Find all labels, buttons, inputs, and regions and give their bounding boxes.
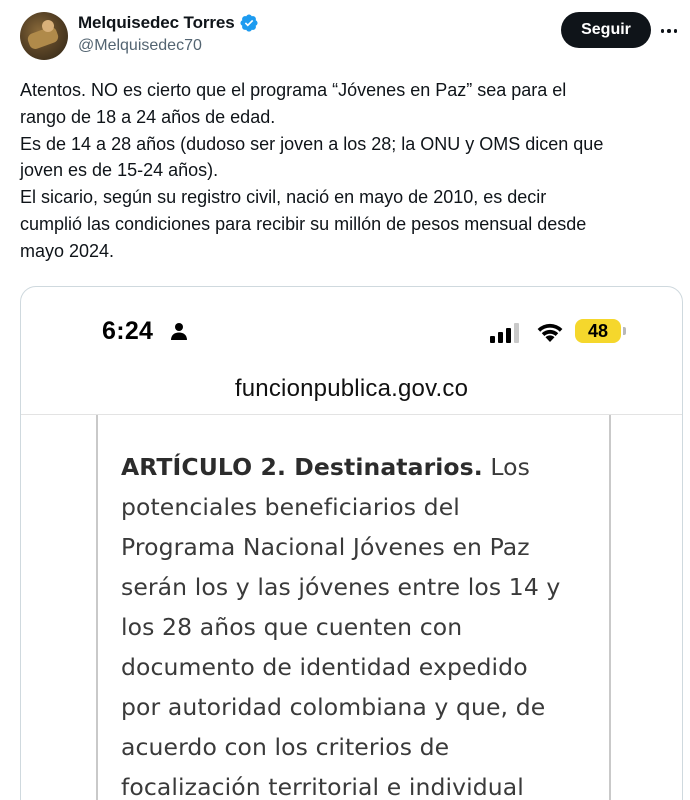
author-display-name[interactable]: Melquisedec Torres xyxy=(78,13,235,32)
tweet-line: Atentos. NO es cierto que el programa “Jóvenes en Paz” sea para el xyxy=(20,80,567,100)
tweet-header xyxy=(20,12,680,62)
article-line: Los xyxy=(482,453,530,481)
article-line: Programa Nacional Jóvenes en Paz xyxy=(121,533,530,561)
tweet-line: cumplió las condiciones para recibir su millón de pesos mensual desde xyxy=(20,213,587,234)
cellular-signal-icon xyxy=(490,323,522,343)
article-line: serán los y las jóvenes entre los 14 y xyxy=(121,573,561,601)
avatar[interactable] xyxy=(20,12,68,60)
article-line: potenciales beneficiarios del xyxy=(121,493,460,521)
tweet-line: mayo 2024. xyxy=(20,240,115,261)
battery-indicator: 48 xyxy=(575,319,621,343)
browser-url: funcionpublica.gov.co xyxy=(234,375,469,402)
tweet-text xyxy=(20,77,675,265)
author-handle[interactable]: @Melquisedec70 xyxy=(78,37,202,54)
tweet-media-image[interactable] xyxy=(20,286,683,800)
follow-button[interactable]: Seguir xyxy=(561,12,651,48)
status-time: 6:24 xyxy=(102,317,154,345)
article-line: focalización territorial e individual xyxy=(121,773,524,800)
article-heading: ARTÍCULO 2. Destinatarios. xyxy=(121,453,483,481)
tweet-line: joven es de 15-24 años). xyxy=(20,160,219,181)
wifi-icon xyxy=(534,319,566,343)
article-line-first xyxy=(121,447,601,487)
battery-tip xyxy=(623,327,626,335)
phone-status-bar xyxy=(21,287,682,377)
article-line: los 28 años que cuenten con xyxy=(121,613,463,641)
tweet-line: Es de 14 a 28 años (dudoso ser joven a los 28; la ONU y OMS dicen que xyxy=(20,133,604,154)
tweet-line: rango de 18 a 24 años de edad. xyxy=(20,106,276,127)
article-text xyxy=(121,447,601,800)
article-line: documento de identidad expedido xyxy=(121,653,528,681)
verified-badge-icon xyxy=(239,13,259,33)
more-options-icon[interactable] xyxy=(658,20,680,42)
author-name-row[interactable] xyxy=(78,13,259,33)
person-icon xyxy=(170,322,188,340)
article-line: por autoridad colombiana y que, de xyxy=(121,693,546,721)
article-line: acuerdo con los criterios de xyxy=(121,733,450,761)
tweet-line: El sicario, según su registro civil, nació en mayo de 2010, es decir xyxy=(20,187,547,208)
